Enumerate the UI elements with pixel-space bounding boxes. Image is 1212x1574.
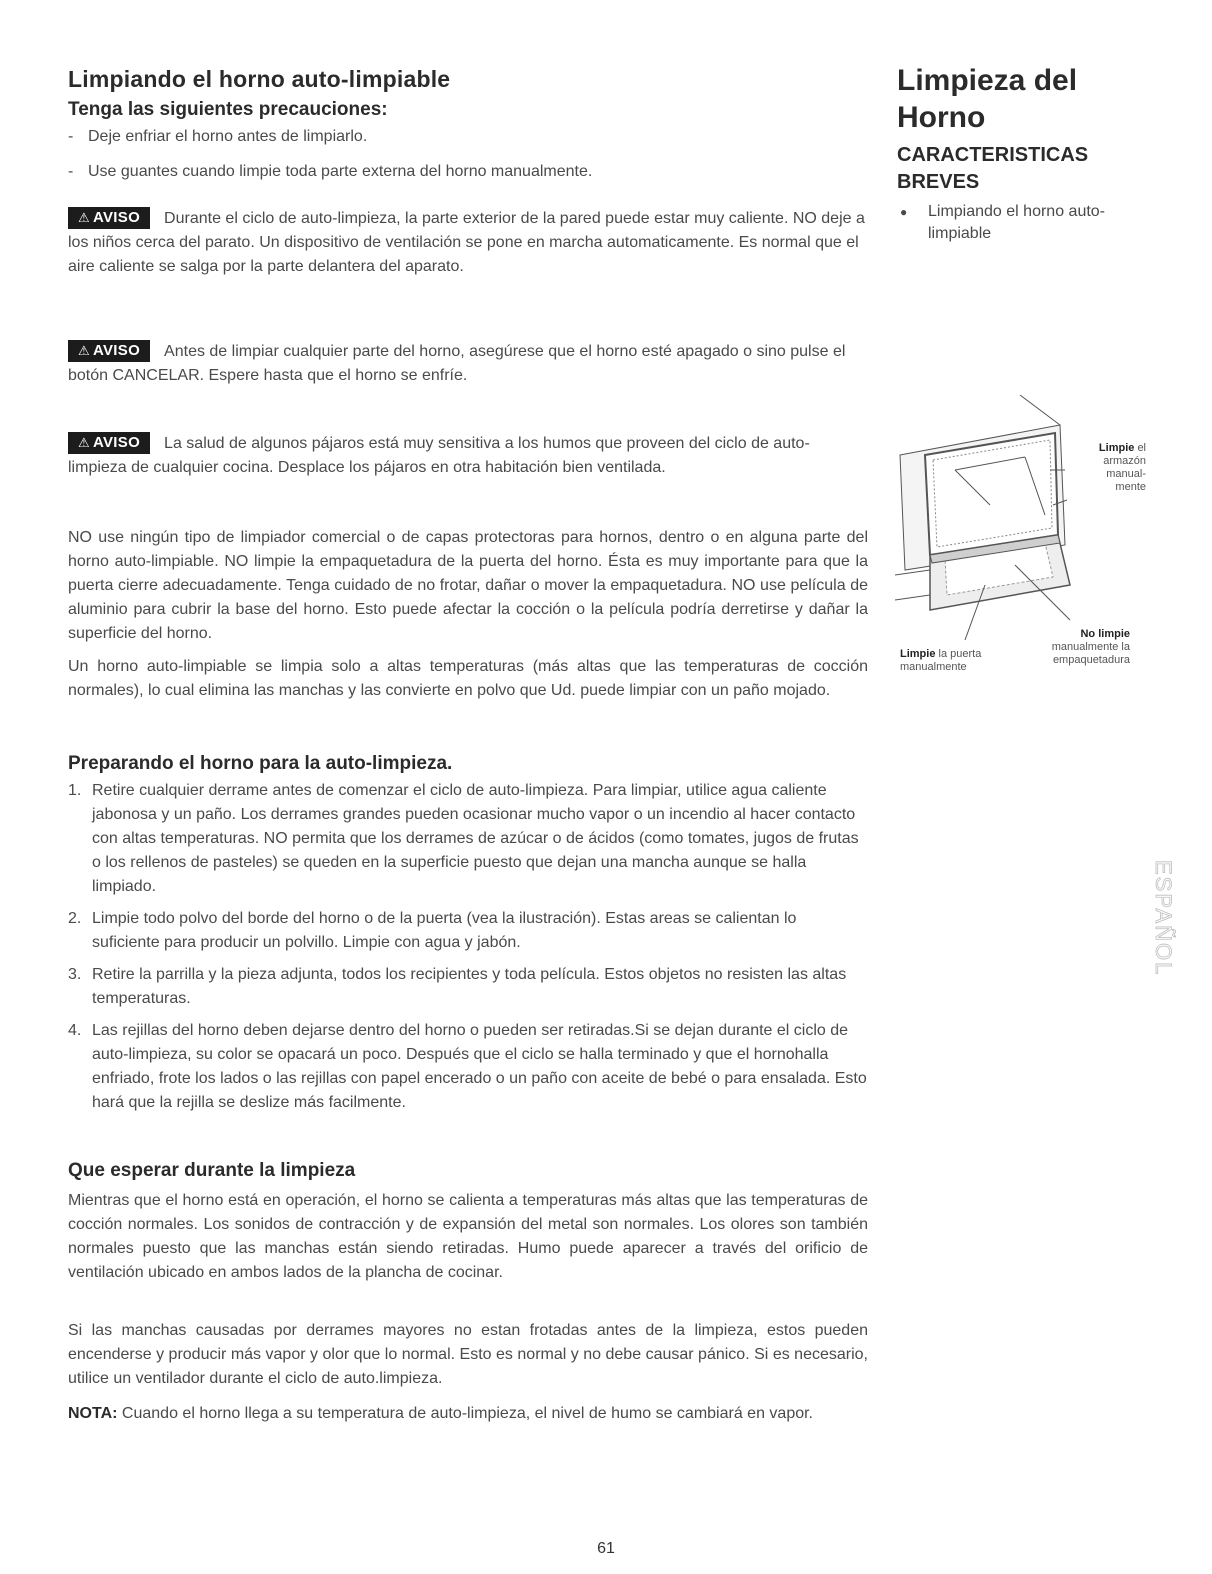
list-item: 1. Retire cualquier derrame antes de comenzar el ciclo de auto-limpieza. Para limpiar, utilice agua caliente jabonosa y un paño. Los derrames grandes pueden ocasionar mucho vapor o un incendio al hacer contacto con altas temperaturas. NO permita que los derrames de azúcar o de ácidos (como tomates, jugos de frutas o los rellenos de pasteles) se queden en la superficie puesto que dejan una mancha aunque se halla limpiado. <box>68 782 859 895</box>
precautions-heading: Tenga las siguientes precauciones: <box>68 99 388 120</box>
expect-paragraph: Mientras que el horno está en operación, el horno se calienta a temperaturas más altas que las temperaturas de cocción normales. Los sonidos de contracción y de expansión del metal son normales. Los olores son también normales puesto que las manchas están siendo retiradas. Humo puede aparecer a través del orificio de ventilación ubicado en ambos lados de la plancha de cocinar. <box>68 1192 868 1281</box>
sidebar-subtitle: CARACTERISTICAS BREVES <box>897 144 1089 193</box>
list-item: 2. Limpie todo polvo del borde del horno o de la puerta (vea la ilustración). Estas areas se calientan lo suficiente para producir un polvillo. Limpie con agua y jabón. <box>68 910 797 951</box>
language-tab <box>1148 860 1178 1000</box>
preparing-heading: Preparando el horno para la auto-limpieza. <box>68 753 453 774</box>
warning-triangle-icon: ⚠ <box>78 435 90 450</box>
expect-paragraph: Si las manchas causadas por derrames mayores no estan frotadas antes de la limpieza, estos pueden encenderse y producir más vapor y olor que lo normal. Esto es normal y no debe causar pánico. Si es necesario, utilice un ventilador durante el ciclo de auto.limpieza. <box>68 1322 868 1387</box>
oven-illustration <box>895 395 1075 655</box>
note-label: NOTA: <box>68 1405 118 1422</box>
page-number: 61 <box>597 1540 615 1557</box>
label-door: Limpie la puerta manualmente <box>900 648 982 673</box>
preparing-steps-list <box>68 779 868 1123</box>
sidebar-title: Limpieza del Horno <box>897 64 1078 134</box>
language-tab-text: ESPAÑOL <box>1151 860 1176 977</box>
expect-heading: Que esperar durante la limpieza <box>68 1160 356 1181</box>
warning-badge: ⚠ AVISO <box>68 340 150 362</box>
warning-block: ⚠ AVISO La salud de algunos pájaros está muy sensitiva a los humos que proveen del ciclo de auto- limpieza de cualquier cocina. Desplace los pájaros en otra habitación bien ventilada. <box>68 434 810 476</box>
cleaning-paragraph: Un horno auto-limpiable se limpia solo a altas temperaturas (más altas que las temperaturas de cocción normales), lo cual elimina las manchas y las convierte en polvo que Ud. puede limpiar con un paño mojado. <box>68 658 868 699</box>
cleaning-paragraph: NO use ningún tipo de limpiador comercial o de capas protectoras para hornos, dentro o en alguna parte del horno auto-limpiable. NO limpie la empaquetadura de la puerta del horno. Ésta es muy importante para que la puerta cierre adecuadamente. Tenga cuidado de no frotar, dañar o mover la empaquetadura. NO use película de aluminio para cubrir la base del horno. Esto puede afectar la cocción o la película podría derretirse y dañar la superficie del horno. <box>68 529 868 642</box>
list-item: 4. Las rejillas del horno deben dejarse dentro del horno o pueden ser retiradas.Si se dejan durante el ciclo de auto-limpieza, su color se opacará un poco. Después que el ciclo se halla terminado y que el hornohalla enfriado, frote los lados o las rejillas con papel encerado o un paño con aceite de bebé o para ensalada. Esto hará que la rejilla se deslize más facilmente. <box>68 1022 867 1111</box>
label-gasket: No limpie manualmente la empaquetadura <box>1051 628 1130 666</box>
sidebar-bullet: ● Limpiando el horno auto-limpiable <box>900 203 1106 242</box>
section-title: Limpiando el horno auto-limpiable <box>68 66 451 92</box>
warning-badge: ⚠ AVISO <box>68 207 150 229</box>
warning-triangle-icon: ⚠ <box>78 210 90 225</box>
warning-triangle-icon: ⚠ <box>78 343 90 358</box>
warning-block: ⚠ AVISO Durante el ciclo de auto-limpieza, la parte exterior de la pared puede estar muy caliente. NO deje a los niños cerca del parato. Un dispositivo de ventilación se pone en marcha automaticamente. Es normal que el aire caliente se salga por la parte delantera del aparato. <box>68 209 865 275</box>
note-paragraph: NOTA: Cuando el horno llega a su temperatura de auto-limpieza, el nivel de humo se cambiará en vapor. <box>68 1405 813 1422</box>
label-frame: Limpie el armazón manual-mente <box>1098 442 1146 493</box>
warning-badge: ⚠ AVISO <box>68 432 150 454</box>
bullet-icon: ● <box>900 205 908 219</box>
list-item: 3. Retire la parrilla y la pieza adjunta, todos los recipientes y toda película. Estos objetos no resisten las altas temperaturas. <box>68 966 847 1007</box>
warning-block: ⚠ AVISO Antes de limpiar cualquier parte del horno, asegúrese que el horno esté apagado o sino pulse el botón CANCELAR. Espere hasta que el horno se enfríe. <box>68 342 846 384</box>
